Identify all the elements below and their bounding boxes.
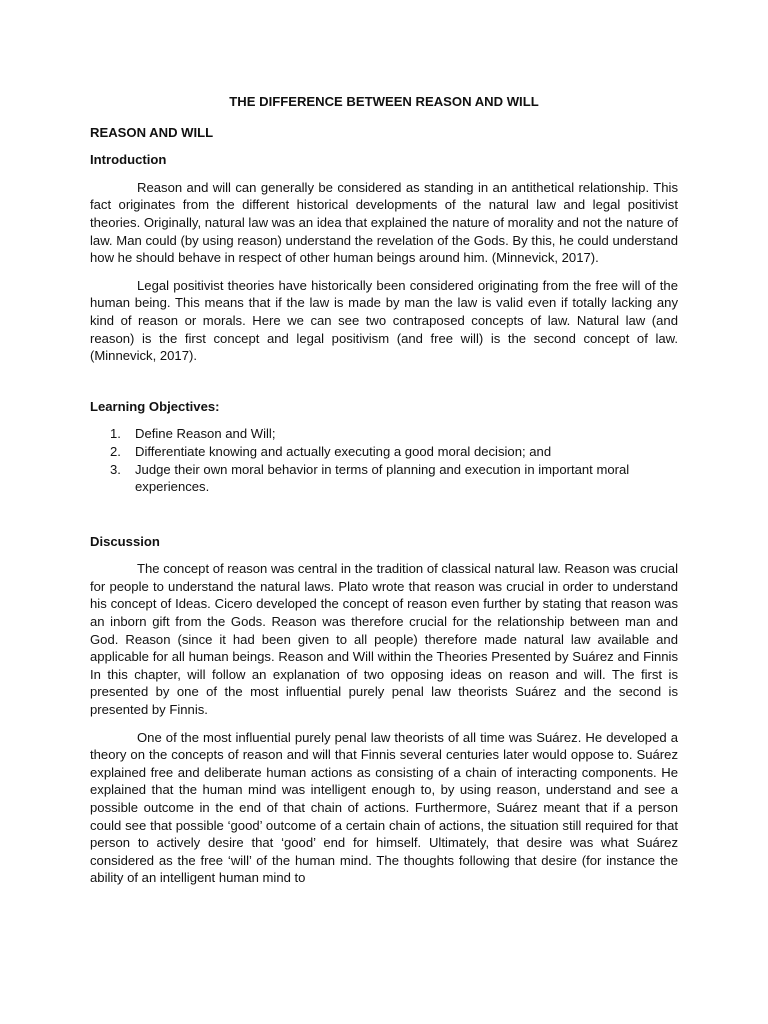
introduction-heading: Introduction (90, 152, 167, 168)
document-title: THE DIFFERENCE BETWEEN REASON AND WILL (229, 94, 539, 109)
list-item (90, 443, 678, 461)
introduction-paragraph: Reason and will can generally be considered as standing in an antithetical relationship. This fact originates from the different historical developments of the natural law and legal positivist theories. Originally, natural law was an idea that explained the nature of morality and not the nature of law. Man could (by using reason) understand the revelation of the Gods. By this, he could understand how he should behave in respect of other human beings around him. (Minnevick, 2017). (90, 179, 678, 266)
learning-objectives-heading: Learning Objectives: (90, 398, 220, 414)
discussion-heading: Discussion (90, 533, 160, 549)
introduction-paragraph: Legal positivist theories have historically been considered originating from the free will of the human being. This means that if the law is made by man the law is valid even if totally lacking any kind of reason or morals. Here we can see two contraposed concepts of law. Natural law (and reason) is the first concept and legal positivism (and free will) is the second concept of law.(Minnevick, 2017). (90, 277, 678, 364)
list-item-number: 1. (110, 426, 121, 442)
section-heading: REASON AND WILL (90, 124, 214, 140)
list-item-text: Differentiate knowing and actually executing a good moral decision; and (135, 443, 552, 459)
list-item-text: Define Reason and Will; (135, 426, 276, 442)
list-item-text: Judge their own moral behavior in terms of planning and execution in important moral experiences. (135, 461, 630, 495)
list-item (90, 461, 678, 496)
list-item-number: 2. (110, 443, 121, 459)
list-item-number: 3. (110, 461, 121, 477)
document-body (90, 93, 678, 887)
discussion-paragraph: The concept of reason was central in the tradition of classical natural law. Reason was crucial for people to understand the natural laws. Plato wrote that reason was crucial in order to understand his concept of Ideas. Cicero developed the concept of reason even further by stating that reason was an inborn gift from the Gods. Reason was therefore crucial for the relationship between man and God. Reason (since it had been given to all people) therefore made natural law available and applicable for all human beings. Reason and Will within the Theories Presented by Suárez and Finnis In this chapter, will follow an explanation of two opposing ideas on reason and will. The first is presented by one of the most influential purely penal law theorists Suárez and the second is presented by Finnis. (90, 561, 678, 718)
discussion-paragraph: One of the most influential purely penal law theorists of all time was Suárez. He developed a theory on the concepts of reason and will that Finnis several centuries later would oppose to. Suárez explained free and deliberate human actions as consisting of a chain of interacting components. He explained that the human mind was intelligent enough to, by using reason, understand and see a possible outcome in the end of that chain of actions. Furthermore, Suárez meant that if a person could see that possible ‘good’ outcome of a certain chain of actions, the situation still required for that person to actively desire that ‘good’ end for himself. Ultimately, that desire was what Suárez considered as the free ‘will’ of the human mind. The thoughts following that desire (for instance the ability of an intelligent human mind to (90, 729, 678, 886)
learning-objectives-list (90, 425, 678, 495)
list-item (90, 425, 678, 443)
